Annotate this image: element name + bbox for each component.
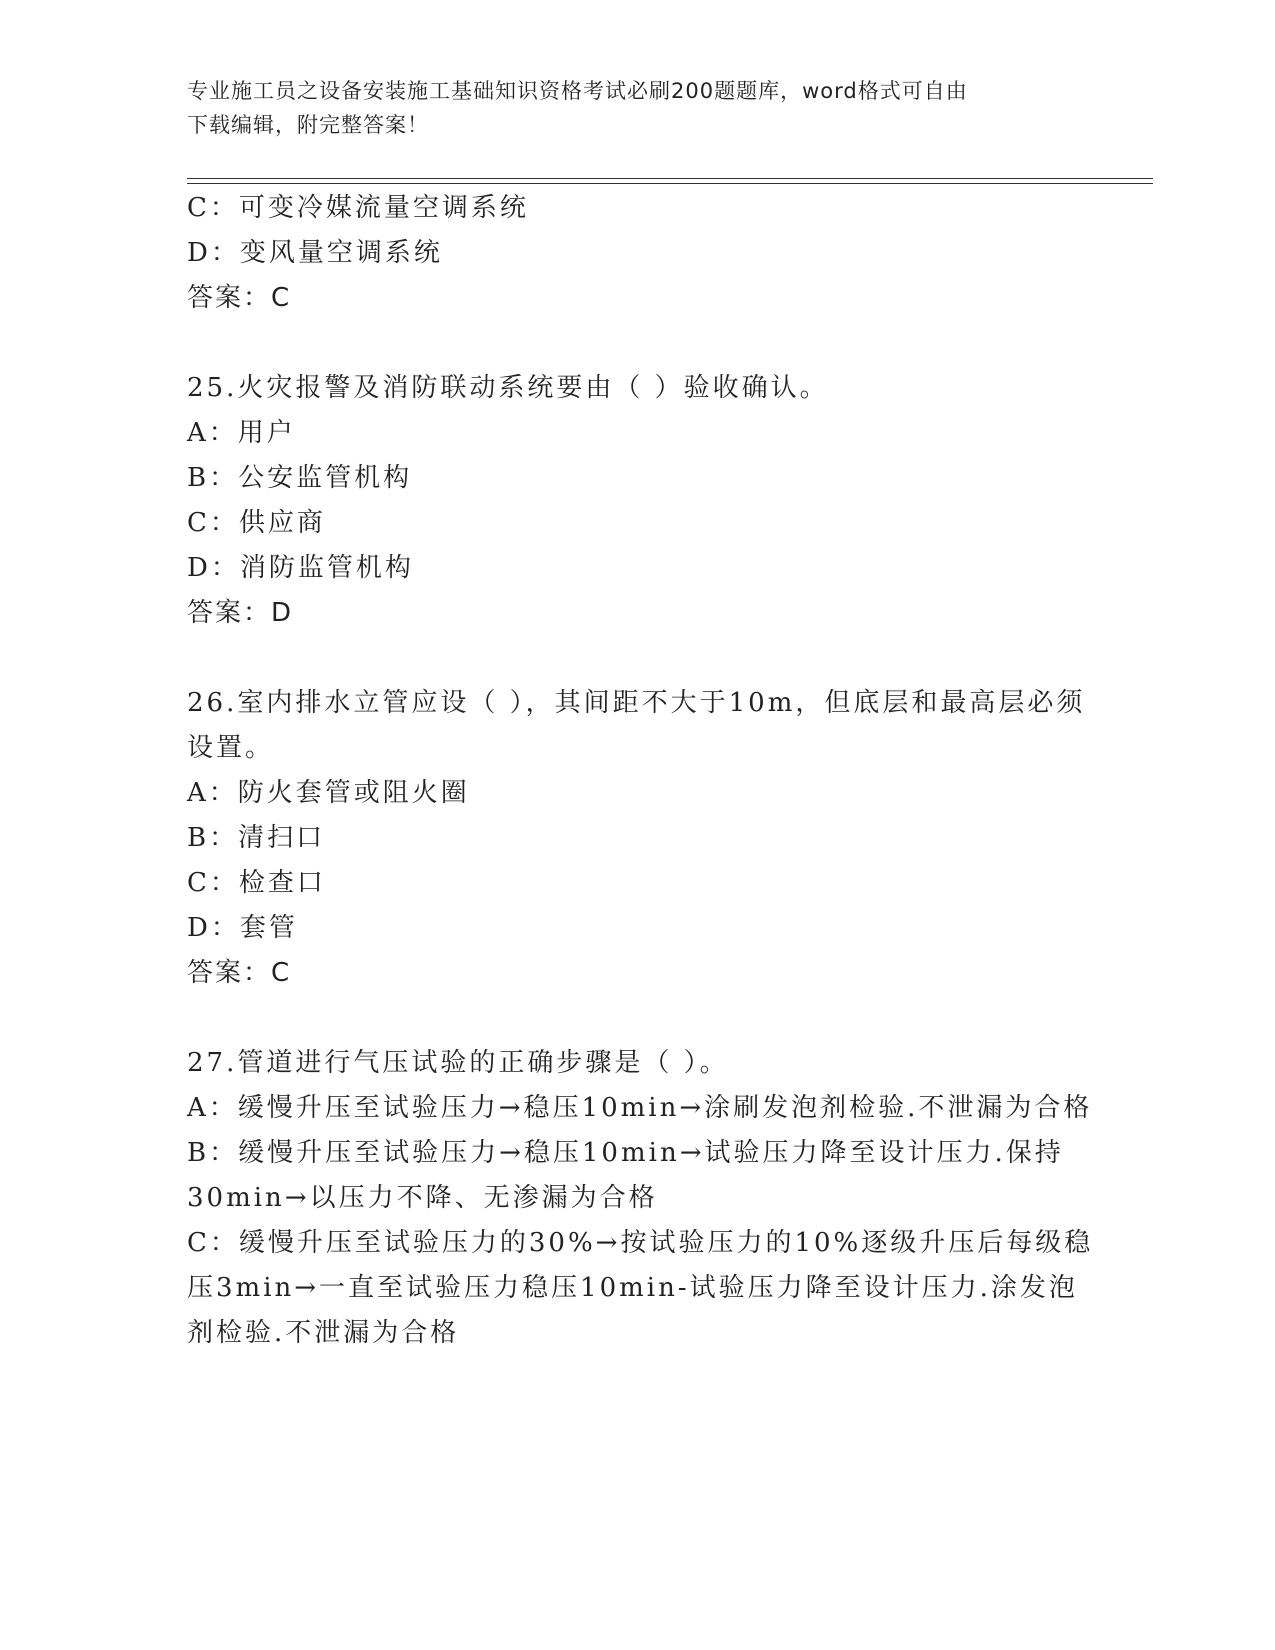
header-line-1: 专业施工员之设备安装施工基础知识资格考试必刷200题题库，word格式可自由 <box>187 79 968 103</box>
q26-answer: 答案：C <box>187 958 292 988</box>
q26-option-b: B：清扫口 <box>187 823 326 853</box>
q24-answer: 答案：C <box>187 283 292 313</box>
q26-question-line-2: 设置。 <box>187 733 275 763</box>
q24-option-d: D：变风量空调系统 <box>187 238 443 268</box>
q27-option-a: A：缓慢升压至试验压力→稳压10min→涂刷发泡剂检验.不泄漏为合格 <box>187 1093 1093 1123</box>
q25-option-c: C：供应商 <box>187 508 326 538</box>
header-divider-bottom <box>187 183 1153 184</box>
q26-option-c: C：检查口 <box>187 868 326 898</box>
q27-option-c-line-3: 剂检验.不泄漏为合格 <box>187 1318 460 1348</box>
document-header <box>187 74 1067 142</box>
header-divider-top <box>187 178 1153 179</box>
header-line-2: 下载编辑，附完整答案！ <box>187 113 429 137</box>
q26-question-line-1: 26.室内排水立管应设（ ），其间距不大于10m，但底层和最高层必须 <box>187 688 1086 718</box>
q26-option-d: D：套管 <box>187 913 298 943</box>
q25-question: 25.火灾报警及消防联动系统要由（ ）验收确认。 <box>187 373 829 403</box>
q26-option-a: A：防火套管或阻火圈 <box>187 778 470 808</box>
q27-option-c-line-2: 压3min→一直至试验压力稳压10min-试验压力降至设计压力.涂发泡 <box>187 1273 1078 1303</box>
q27-option-b-line-2: 30min→以压力不降、无渗漏为合格 <box>187 1183 658 1213</box>
q24-option-c: C：可变冷媒流量空调系统 <box>187 193 529 223</box>
q25-option-d: D：消防监管机构 <box>187 553 414 583</box>
q27-question: 27.管道进行气压试验的正确步骤是（ ）。 <box>187 1048 729 1078</box>
q27-option-b-line-1: B：缓慢升压至试验压力→稳压10min→试验压力降至设计压力.保持 <box>187 1138 1064 1168</box>
q27-option-c-line-1: C：缓慢升压至试验压力的30%→按试验压力的10%逐级升压后每级稳 <box>187 1228 1094 1258</box>
q25-option-b: B：公安监管机构 <box>187 463 413 493</box>
q25-option-a: A：用户 <box>187 418 296 448</box>
q25-answer: 答案：D <box>187 598 294 628</box>
